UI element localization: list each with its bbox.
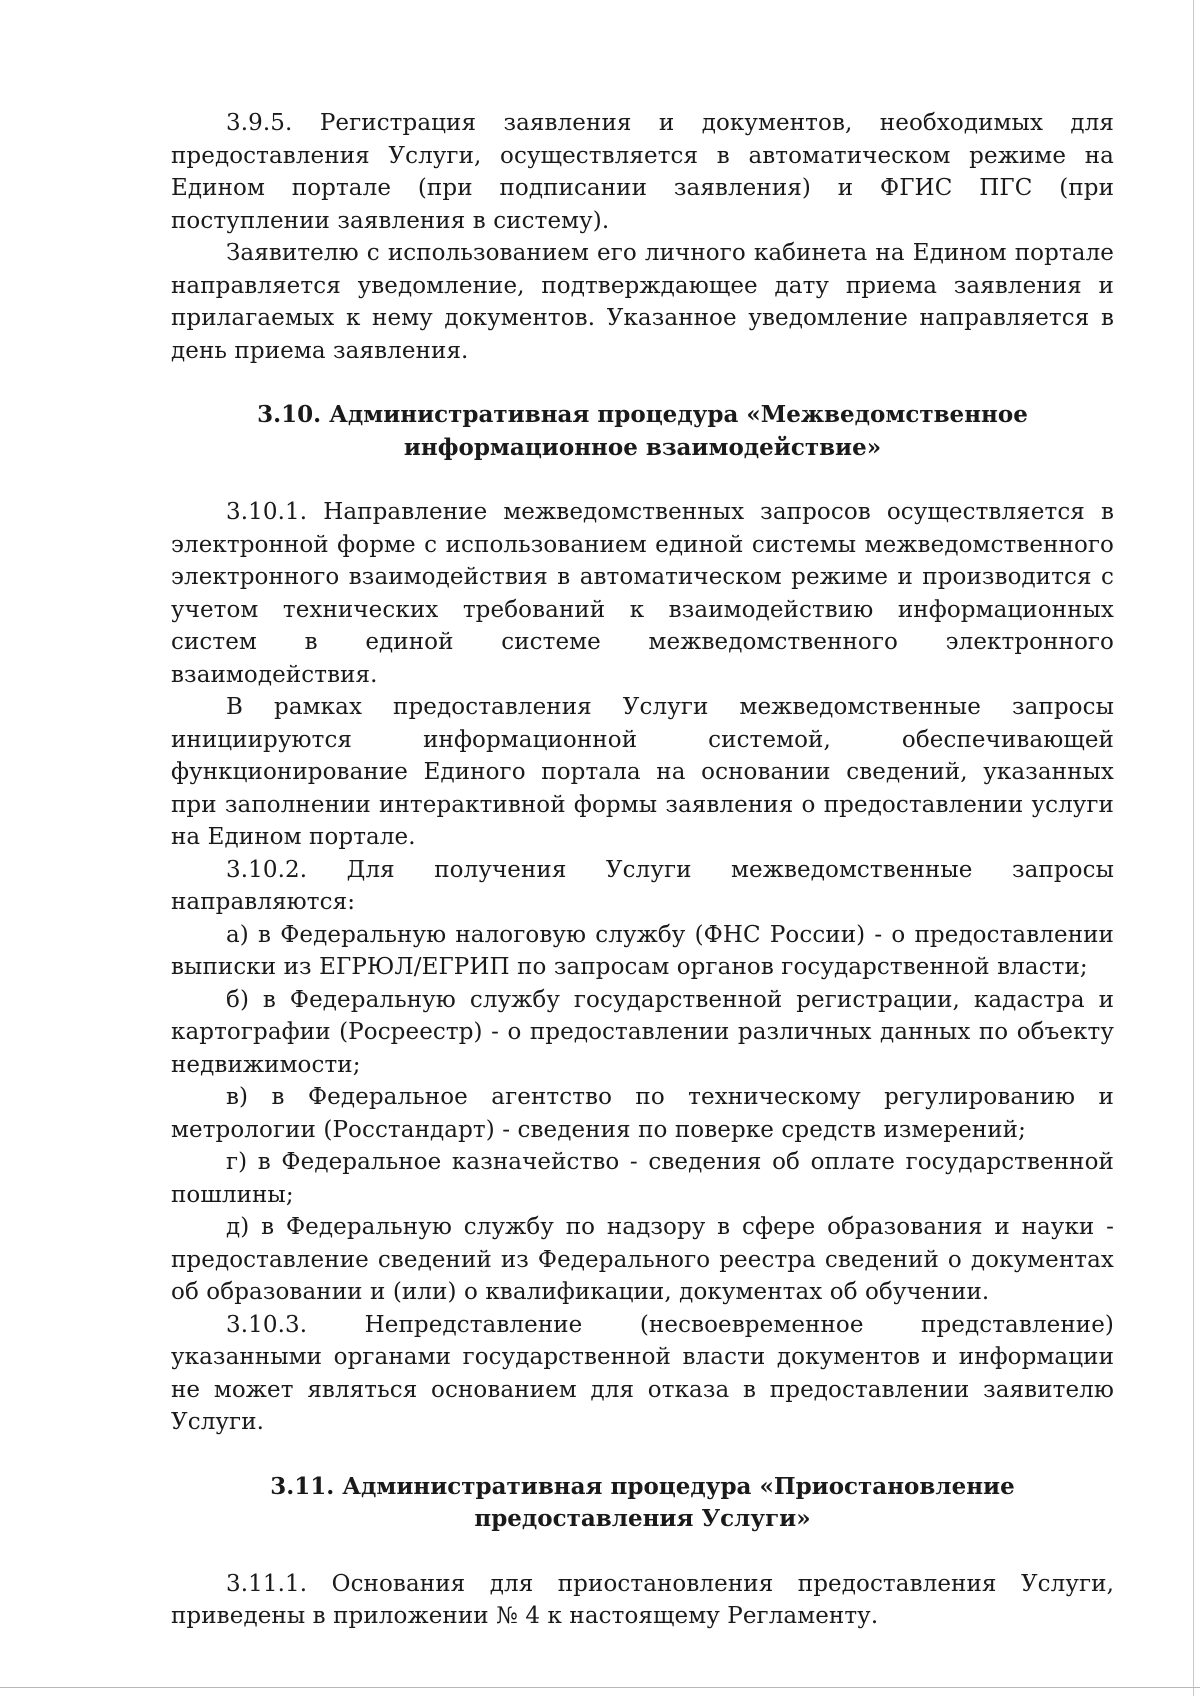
page-edge-bottom [0,1687,1200,1688]
page-edge-right [1193,0,1194,1696]
heading-3-10-line-1: 3.10. Административная процедура «Межведомственное [257,401,1028,428]
paragraph-3-9-5: 3.9.5. Регистрация заявления и документов, необходимых для предоставления Услуги, осуществляется в автоматическом режиме на Едином портале (при подписании заявления) и ФГИС ПГС (при поступлении заявления в систему). [171,110,1114,234]
section-heading-3-10 [171,399,1114,464]
heading-3-10-line-2: информационное взаимодействие» [403,433,882,461]
list-item-a: а) в Федеральную налоговую службу (ФНС России) - о предоставлении выписки из ЕГРЮЛ/ЕГРИП по запросам органов государственной власти; [171,921,1114,980]
heading-3-11-line-2: предоставления Услуги» [474,1505,811,1532]
paragraph-3-11-1: 3.11.1. Основания для приостановления предоставления Услуги, приведены в приложении № 4 к настоящему Регламенту. [171,1570,1114,1629]
list-item-v: в) в Федеральное агентство по техническому регулированию и метрологии (Росстандарт) - сведения по поверке средств измерений; [171,1084,1114,1143]
paragraph-3-10-2: 3.10.2. Для получения Услуги межведомственные запросы направляются: [171,856,1114,915]
paragraph-framework: В рамках предоставления Услуги межведомственные запросы инициируются информационной системой, обеспечивающей функционирование Единого портала на основании сведений, указанных при заполнении интерактивной формы заявления о предоставлении услуги на Едином портале. [171,694,1114,850]
heading-3-11-line-1: 3.11. Административная процедура «Приостановление [270,1472,1015,1500]
paragraph-notice: Заявителю с использованием его личного кабинета на Едином портале направляется уведомление, подтверждающее дату приема заявления и прилагаемых к нему документов. Указанное уведомление направляется в день приема заявления. [171,240,1114,364]
list-item-b: б) в Федеральную службу государственной регистрации, кадастра и картографии (Росреестр) - о предоставлении различных данных по объекту недвижимости; [171,986,1114,1078]
list-item-d: д) в Федеральную службу по надзору в сфере образования и науки - предоставление сведений из Федерального реестра сведений о документах об образовании и (или) о квалификации, документах об обучении. [171,1214,1114,1305]
list-item-g: г) в Федеральное казначейство - сведения об оплате государственной пошлины; [171,1149,1114,1208]
section-heading-3-11 [171,1471,1114,1536]
paragraph-3-10-1: 3.10.1. Направление межведомственных запросов осуществляется в электронной форме с использованием единой системы межведомственного электронного взаимодействия в автоматическом режиме и производится с учетом технических требований к взаимодействию информационных систем в единой системе межведомственного электронного взаимодействия. [171,499,1114,688]
document-body [171,107,1114,1633]
paragraph-3-10-3: 3.10.3. Непредставление (несвоевременное представление) указанными органами государственной власти документов и информации не может являться основанием для отказа в предоставлении заявителю Услуги. [171,1311,1114,1435]
